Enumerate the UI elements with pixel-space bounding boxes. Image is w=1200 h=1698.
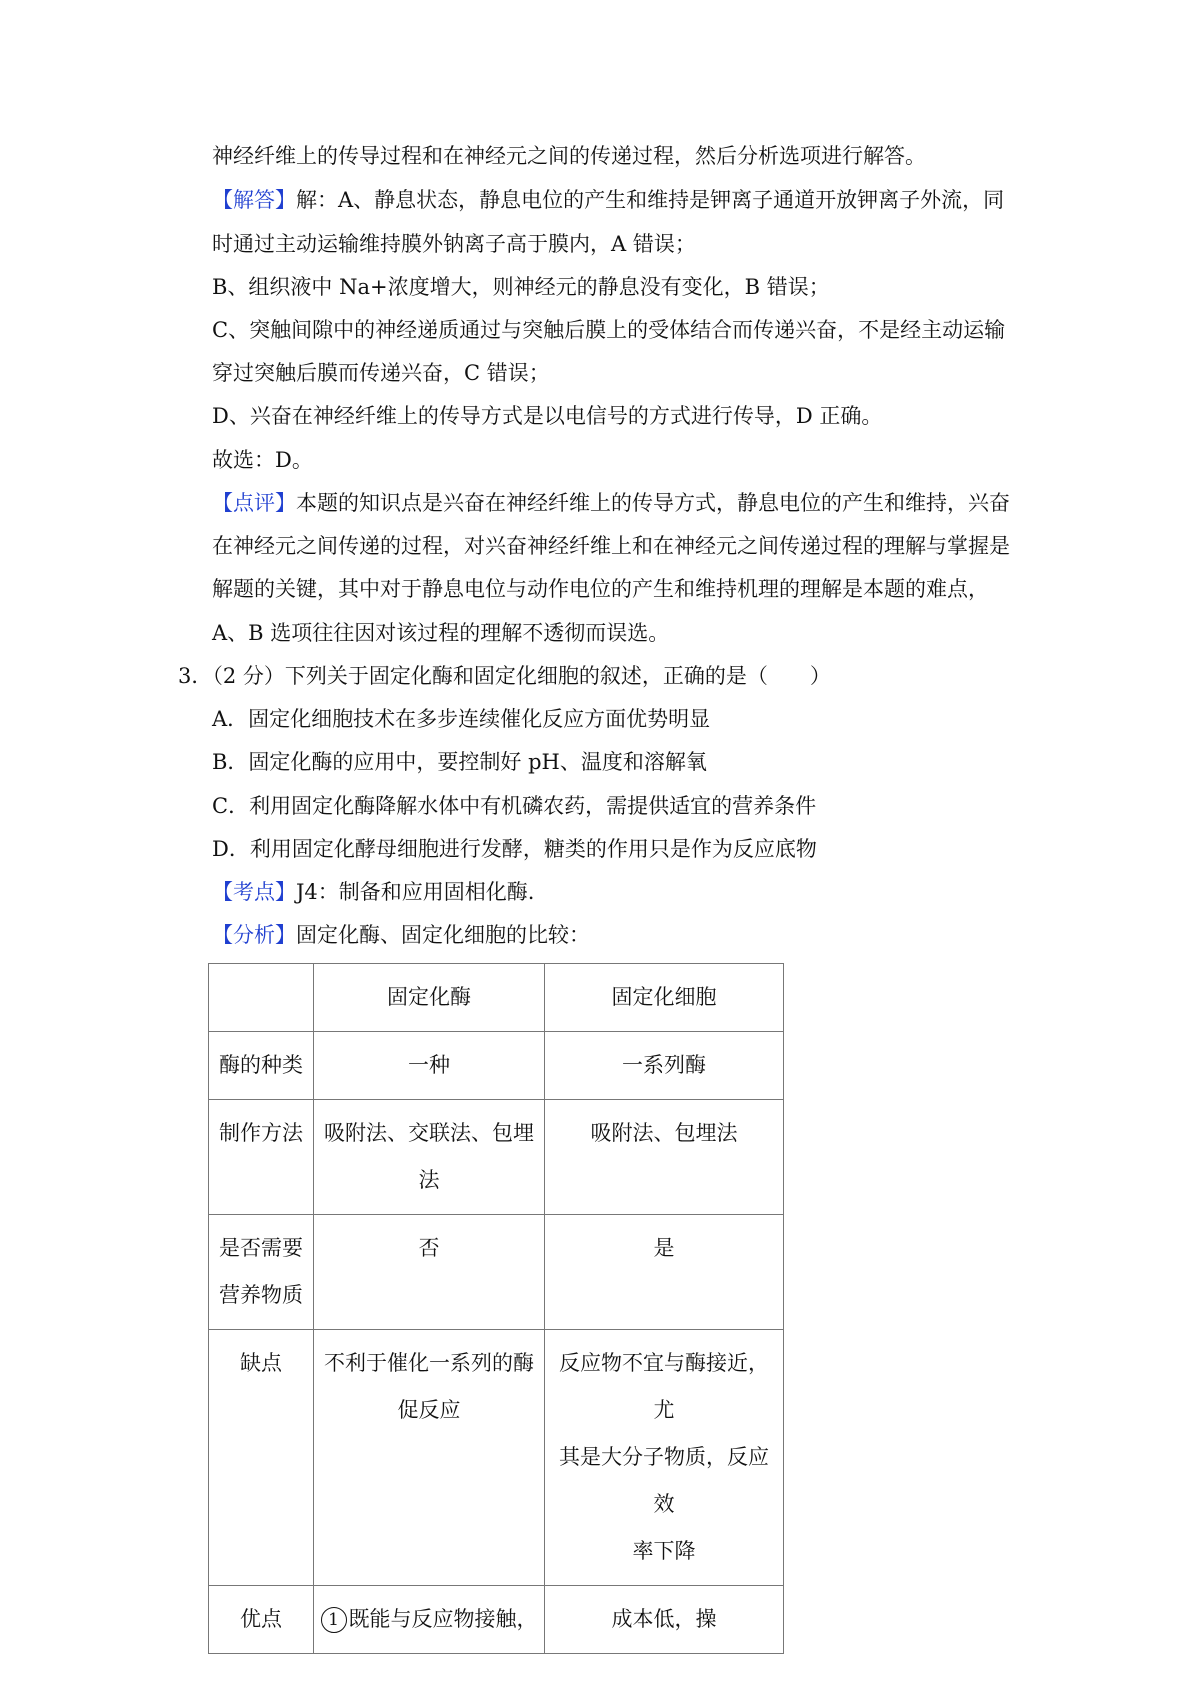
comparison-table (208, 963, 784, 1654)
option-c: C．利用固定化酶降解水体中有机磷农药，需提供适宜的营养条件 (212, 794, 817, 818)
cell-line: 反应物不宜与酶接近，尤 (559, 1351, 769, 1422)
answer-line-3: B、组织液中 Na+浓度增大，则神经元的静息没有变化，B 错误； (212, 275, 830, 299)
enzyme-cell: 一种 (314, 1032, 545, 1100)
row-label: 优点 (209, 1586, 314, 1654)
enzyme-cell: 否 (314, 1215, 545, 1330)
table-row (209, 1032, 784, 1100)
kaodian-tag: 【考点】 (212, 880, 296, 904)
cell-line: 吸附法、交联法、包埋 (324, 1121, 534, 1145)
option-a: A．固定化细胞技术在多步连续催化反应方面优势明显 (212, 707, 711, 731)
row-label (209, 1215, 314, 1330)
enzyme-cell (314, 1330, 545, 1586)
comment-line-1 (212, 488, 1010, 518)
cell-cell: 是 (545, 1215, 784, 1330)
cell-line: 是否需要 (219, 1236, 303, 1260)
fenxi-text: 固定化酶、固定化细胞的比较： (296, 923, 590, 947)
answer-line-5: 穿过突触后膜而传递兴奋，C 错误； (212, 361, 550, 385)
row-label: 酶的种类 (209, 1032, 314, 1100)
analysis-continuation: 神经纤维上的传导过程和在神经元之间的传递过程，然后分析选项进行解答。 (212, 144, 926, 168)
fenxi-line-visible (212, 920, 590, 950)
cell-line: 促反应 (397, 1398, 461, 1422)
comment-tag: 【点评】 (212, 491, 296, 515)
option-d: D．利用固定化酵母细胞进行发酵，糖类的作用只是作为反应底物 (212, 837, 817, 861)
answer-line-2: 时通过主动运输维持膜外钠离子高于膜内，A 错误； (212, 232, 696, 256)
comment-line-2: 在神经元之间传递的过程，对兴奋神经纤维上和在神经元之间传递过程的理解与掌握是 (212, 534, 1010, 558)
kaodian-text: J4：制备和应用固相化酶. (296, 880, 535, 904)
answer-line-1 (212, 185, 1004, 215)
answer-tag: 【解答】 (212, 188, 296, 212)
cell-cell: 吸附法、包埋法 (545, 1100, 784, 1215)
header-cell-empty (209, 964, 314, 1032)
row-label: 制作方法 (209, 1100, 314, 1215)
cell-line: 率下降 (632, 1539, 696, 1563)
cell-cell (545, 1330, 784, 1586)
answer-line-6: D、兴奋在神经纤维上的传导方式是以电信号的方式进行传导，D 正确。 (212, 404, 883, 428)
answer-line-7: 故选：D。 (212, 448, 313, 472)
enzyme-cell (314, 1100, 545, 1215)
cell-line: 营养物质 (219, 1283, 303, 1307)
cell-line: 法 (418, 1168, 440, 1192)
table-row (209, 1100, 784, 1215)
fenxi-tag: 【分析】 (212, 923, 296, 947)
table-row (209, 1330, 784, 1586)
option-b: B．固定化酶的应用中，要控制好 pH、温度和溶解氧 (212, 750, 707, 774)
comment-text: 本题的知识点是兴奋在神经纤维上的传导方式，静息电位的产生和维持，兴奋 (296, 491, 1010, 515)
cell-cell: 成本低，操 (545, 1586, 784, 1654)
cell-line: 其是大分子物质，反应效 (559, 1445, 769, 1516)
enzyme-cell (314, 1586, 545, 1654)
header-cell-enzyme: 固定化酶 (314, 964, 545, 1032)
cell-line: 既能与反应物接触， (348, 1607, 538, 1631)
kaodian-line (212, 877, 534, 907)
answer-text: 解：A、静息状态，静息电位的产生和维持是钾离子通道开放钾离子外流，同 (296, 188, 1005, 212)
cell-cell: 一系列酶 (545, 1032, 784, 1100)
table-row (209, 1586, 784, 1654)
answer-line-4: C、突触间隙中的神经递质通过与突触后膜上的受体结合而传递兴奋，不是经主动运输 (212, 318, 1006, 342)
comment-line-3: 解题的关键，其中对于静息电位与动作电位的产生和维持机理的理解是本题的难点， (212, 577, 989, 601)
row-label: 缺点 (209, 1330, 314, 1586)
comment-line-4: A、B 选项往往因对该过程的理解不透彻而误选。 (212, 621, 670, 645)
cell-line: 不利于催化一系列的酶 (324, 1351, 534, 1375)
header-cell-cell: 固定化细胞 (545, 964, 784, 1032)
question-3-stem: 3．（2 分）下列关于固定化酶和固定化细胞的叙述，正确的是（ ） (178, 664, 831, 688)
table-header-row (209, 964, 784, 1032)
circled-number: 1 (321, 1607, 347, 1633)
table-row (209, 1215, 784, 1330)
